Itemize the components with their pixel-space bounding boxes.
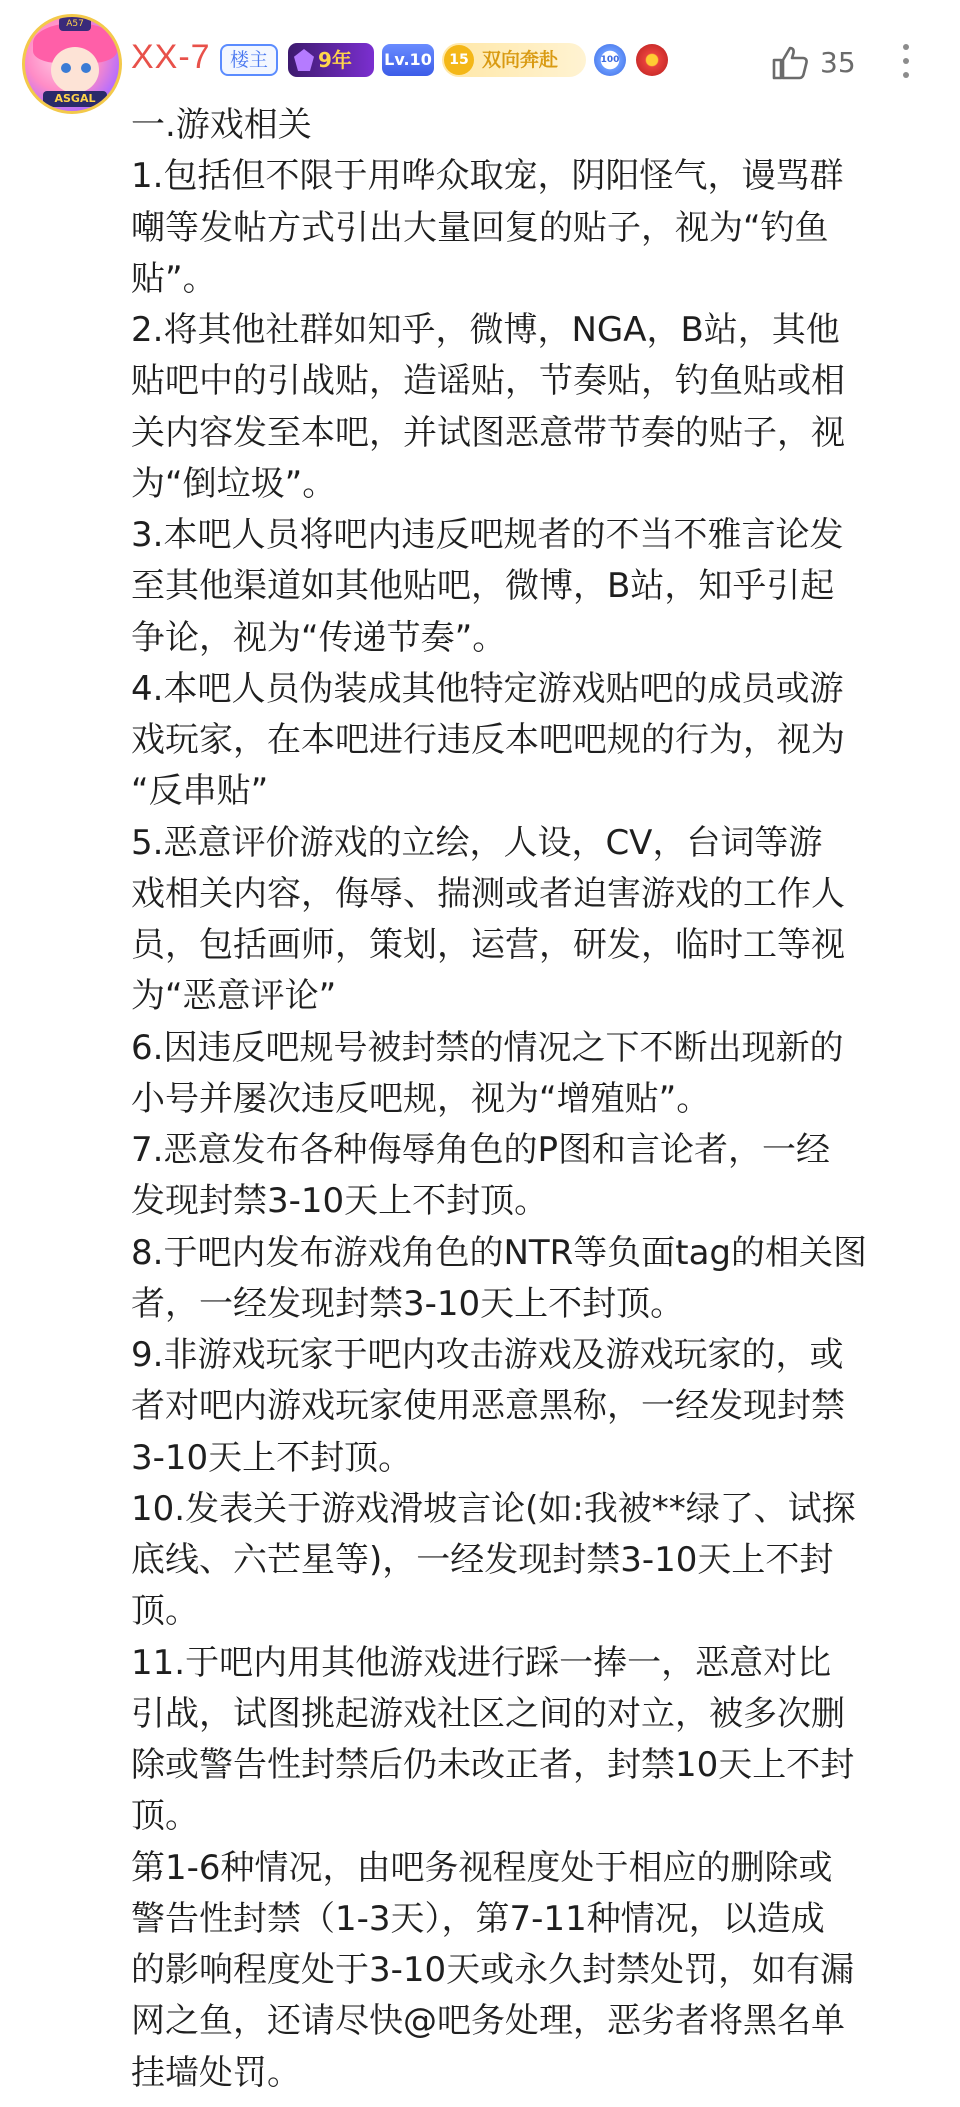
content-line: 员，包括画师，策划，运营，研发，临时工等视 [131,925,845,965]
owner-badge: 楼主 [220,44,278,76]
mutual-badge[interactable] [442,43,586,77]
content-line: 为“恶意评论” [131,976,337,1017]
content-line: 挂墙处罚。 [131,2052,301,2093]
content-line: 警告性封禁（1-3天），第7-11种情况，以造成 [131,1898,825,1939]
content-line: 为“倒垃圾”。 [131,463,337,504]
content-line: 10.发表关于游戏滑坡言论(如:我被**绿了、试探 [131,1488,856,1529]
content-line: 6.因违反吧规号被封禁的情况之下不断出现新的 [131,1027,844,1068]
years-badge-label: 9年 [318,48,352,72]
content-line: 贴”。 [131,258,217,299]
content-line: 争论，视为“传递节奏”。 [131,617,507,658]
level-badge[interactable]: Lv.10 [382,44,434,76]
post-content [131,100,931,2099]
coin-icon: 15 [444,45,474,75]
content-line: 者，一经发现封禁3-10天上不封顶。 [131,1283,685,1324]
more-icon[interactable] [896,40,916,84]
content-line: 一.游戏相关 [131,105,312,145]
avatar-frame-top: A57 [59,17,91,31]
content-line: 第1-6种情况，由吧务视程度处于相应的删除或 [131,1847,833,1888]
mutual-badge-label: 双向奔赴 [482,49,559,71]
content-line: 顶。 [131,1796,199,1837]
content-line: 7.恶意发布各种侮辱角色的P图和言论者，一经 [131,1130,830,1170]
content-line: 顶。 [131,1591,199,1632]
thumbs-up-icon [770,42,810,82]
like-button[interactable] [770,36,870,86]
content-line: 贴吧中的引战贴，造谣贴，节奏贴，钓鱼贴或相 [131,361,845,402]
content-line: 戏玩家，在本吧进行违反本吧吧规的行为，视为 [131,720,845,760]
content-line: 小号并屡次违反吧规，视为“增殖贴”。 [131,1078,711,1119]
avatar-eye [81,63,91,73]
content-line: 底线、六芒星等)，一经发现封禁3-10天上不封 [131,1540,834,1580]
content-line: 网之鱼，还请尽快@吧务处理，恶劣者将黑名单 [131,2001,845,2042]
content-line: 5.恶意评价游戏的立绘，人设，CV，台词等游 [131,822,823,863]
content-line: 至其他渠道如其他贴吧，微博，B站，知乎引起 [131,566,835,607]
gem-icon [294,49,314,71]
content-line: 2.将其他社群如知乎，微博，NGA，B站，其他 [131,310,840,350]
avatar-frame-bottom: ASGAL [43,91,107,107]
content-line: 关内容发至本吧，并试图恶意带节奏的贴子，视 [131,412,845,453]
content-line: 的影响程度处于3-10天或永久封禁处罚，如有漏 [131,1950,855,1990]
content-line: 除或警告性封禁后仍未改正者，封禁10天上不封 [131,1745,855,1785]
content-line: 者对吧内游戏玩家使用恶意黑称，一经发现封禁 [131,1386,845,1427]
avatar-face [51,47,99,93]
content-line: 8.于吧内发布游戏角色的NTR等负面tag的相关图 [131,1232,868,1273]
avatar-eye [61,63,71,73]
content-line: 11.于吧内用其他游戏进行踩一捧一，恶意对比 [131,1642,832,1683]
lion-badge-icon[interactable] [636,44,668,76]
content-line: 引战，试图挑起游戏社区之间的对立，被多次删 [131,1693,845,1734]
years-badge[interactable] [288,43,374,77]
content-line: 嘲等发帖方式引出大量回复的贴子，视为“钓鱼 [131,207,829,248]
avatar[interactable] [22,14,122,114]
content-line: 1.包括但不限于用哗众取宠，阴阳怪气，谩骂群 [131,156,844,197]
content-line: 9.非游戏玩家于吧内攻击游戏及游戏玩家的，或 [131,1335,844,1375]
content-line: 4.本吧人员伪装成其他特定游戏贴吧的成员或游 [131,668,844,709]
content-line: “反串贴” [131,771,269,812]
content-line: 发现封禁3-10天上不封顶。 [131,1181,549,1222]
content-line: 3-10天上不封顶。 [131,1437,413,1478]
content-line: 3.本吧人员将吧内违反吧规者的不当不雅言论发 [131,515,844,555]
content-line: 戏相关内容，侮辱、揣测或者迫害游戏的工作人 [131,873,845,914]
username[interactable]: XX-7 [131,38,211,76]
badge-100-icon[interactable]: 100 [594,44,626,76]
like-count: 35 [820,46,856,79]
